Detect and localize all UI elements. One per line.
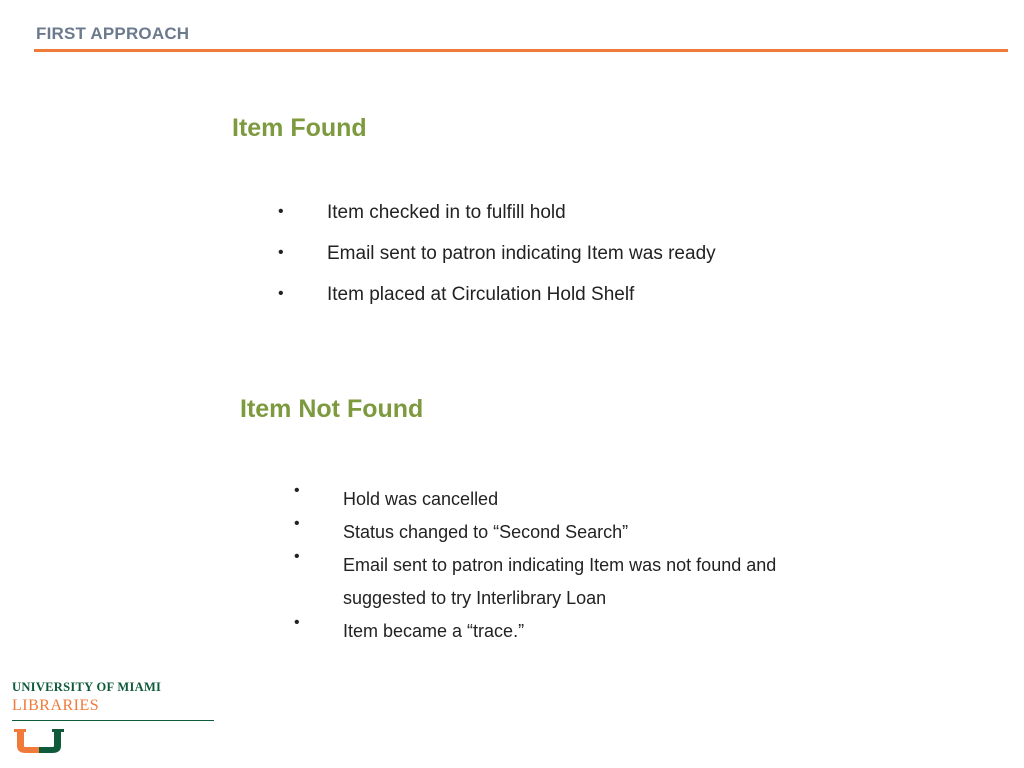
bullet-icon: •	[278, 244, 284, 261]
bullet-icon: •	[294, 548, 300, 565]
bullet-icon: •	[278, 203, 284, 220]
item-not-found-bullet-list	[290, 483, 776, 648]
slide-header-title: FIRST APPROACH	[36, 24, 190, 43]
bullet-icon: •	[278, 285, 284, 302]
logo-libraries-text: LIBRARIES	[12, 697, 100, 714]
list-item	[290, 483, 776, 516]
university-libraries-logo	[12, 680, 217, 758]
bullet-icon: •	[294, 614, 300, 631]
list-item-continuation	[290, 582, 776, 615]
item-found-heading: Item Found	[232, 114, 367, 142]
bullet-text: Hold was cancelled	[343, 489, 499, 509]
logo-university-text: UNIVERSITY OF MIAMI	[12, 680, 162, 694]
item-found-bullet-list	[270, 202, 716, 325]
header-divider	[34, 49, 1008, 52]
list-item	[290, 549, 776, 582]
bullet-text: Email sent to patron indicating Item was ready	[327, 243, 716, 264]
list-item	[290, 615, 776, 648]
bullet-text: Item placed at Circulation Hold Shelf	[327, 284, 635, 305]
logo-divider	[12, 720, 214, 721]
bullet-text: Status changed to “Second Search”	[343, 522, 629, 542]
list-item	[270, 243, 716, 284]
u-logo-icon	[12, 729, 217, 758]
bullet-text: Item checked in to fulfill hold	[327, 202, 566, 223]
bullet-text: Email sent to patron indicating Item was not found and	[343, 555, 777, 575]
item-not-found-heading: Item Not Found	[240, 395, 424, 423]
list-item	[290, 516, 776, 549]
bullet-icon: •	[294, 482, 300, 499]
list-item	[270, 284, 716, 325]
bullet-icon: •	[294, 515, 300, 532]
bullet-text: suggested to try Interlibrary Loan	[343, 588, 607, 608]
list-item	[270, 202, 716, 243]
bullet-text: Item became a “trace.”	[343, 621, 525, 641]
